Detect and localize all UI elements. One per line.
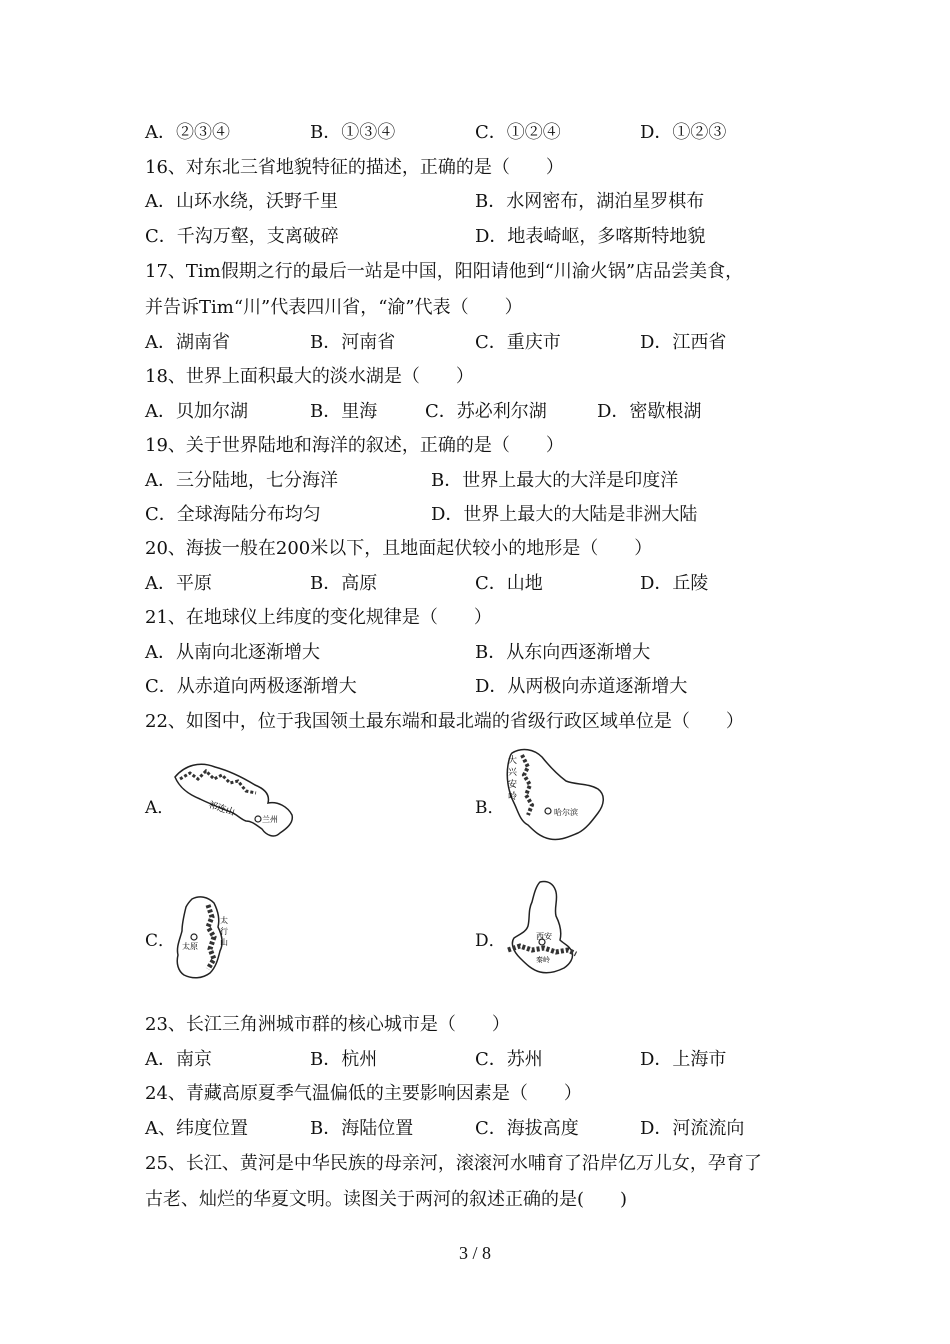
- taiyuan-label: 太原: [182, 942, 198, 951]
- q22-option-d-label: D．: [475, 931, 506, 951]
- q17-option-d: D．江西省: [640, 332, 727, 353]
- q19-option-b: B．世界上最大的大洋是印度洋: [431, 470, 679, 491]
- q15-option-b: B．①③④: [310, 122, 396, 143]
- q19-stem: 19、关于世界陆地和海洋的叙述，正确的是（ ）: [145, 435, 564, 456]
- q22-option-c-label: C．: [145, 931, 176, 951]
- taihang-label-3: 山: [220, 938, 228, 947]
- q18-option-c: C．苏必利尔湖: [425, 401, 547, 422]
- harbin-dot: [545, 808, 551, 814]
- q18-stem: 18、世界上面积最大的淡水湖是（ ）: [145, 366, 474, 387]
- q20-option-d: D．丘陵: [640, 573, 709, 594]
- q16-option-d: D．地表崎岖，多喀斯特地貌: [475, 226, 706, 247]
- lanzhou-label: 兰州: [262, 815, 278, 824]
- shanxi-map: [170, 893, 240, 983]
- q15-option-d: D．①②③: [640, 122, 727, 143]
- q16-option-c: C．千沟万壑，支离破碎: [145, 226, 339, 247]
- q25-stem-line2: 古老、灿烂的华夏文明。读图关于两河的叙述正确的是( ): [145, 1189, 628, 1210]
- q20-option-b: B．高原: [310, 573, 378, 594]
- q19-option-d: D．世界上最大的大陆是非洲大陆: [431, 504, 698, 525]
- lanzhou-dot: [255, 816, 261, 822]
- q22-option-b-label: B．: [475, 798, 505, 818]
- q16-stem: 16、对东北三省地貌特征的描述，正确的是（ ）: [145, 157, 564, 178]
- page-number: 3 / 8: [458, 1243, 491, 1263]
- q20-stem: 20、海拔一般在200米以下，且地面起伏较小的地形是（ ）: [145, 538, 653, 559]
- q22-stem: 22、如图中，位于我国领土最东端和最北端的省级行政区域单位是（ ）: [145, 711, 744, 732]
- q16-option-b: B．水网密布，湖泊星罗棋布: [475, 191, 705, 212]
- xian-label: 西安: [536, 932, 552, 941]
- heilongjiang-map: [500, 745, 610, 850]
- q17-option-b: B．河南省: [310, 332, 396, 353]
- q23-stem: 23、长江三角洲城市群的核心城市是（ ）: [145, 1014, 510, 1035]
- harbin-label: 哈尔滨: [554, 808, 578, 817]
- q21-option-a: A．从南向北逐渐增大: [145, 642, 320, 663]
- q23-option-d: D．上海市: [640, 1049, 727, 1070]
- q22-option-a-label: A．: [145, 798, 175, 818]
- q20-option-c: C．山地: [475, 573, 543, 594]
- qilian-mountain-label: 祁连山: [207, 800, 236, 819]
- gansu-map: [170, 755, 310, 845]
- q24-option-a: A、纬度位置: [145, 1118, 248, 1139]
- q21-option-b: B．从东向西逐渐增大: [475, 642, 651, 663]
- daxinganling-label-2: 兴: [508, 768, 518, 778]
- daxinganling-label-3: 安: [508, 780, 518, 790]
- q18-option-a: A．贝加尔湖: [145, 401, 248, 422]
- q25-stem-line1: 25、长江、黄河是中华民族的母亲河，滚滚河水哺育了沿岸亿万儿女，孕育了: [145, 1153, 762, 1174]
- q15-option-a: A．②③④: [145, 122, 230, 143]
- q17-stem-line1: 17、Tim假期之行的最后一站是中国，阳阳请他到“川渝火锅”店品尝美食，: [145, 261, 744, 282]
- q17-stem-line2: 并告诉Tim“川”代表四川省，“渝”代表（ ）: [145, 297, 523, 318]
- q24-option-b: B．海陆位置: [310, 1118, 414, 1139]
- q21-option-d: D．从两极向赤道逐渐增大: [475, 676, 688, 697]
- taihang-label-2: 行: [220, 927, 228, 936]
- q15-option-c: C．①②④: [475, 122, 561, 143]
- daxinganling-label-1: 大: [508, 756, 518, 766]
- q24-stem: 24、青藏高原夏季气温偏低的主要影响因素是（ ）: [145, 1083, 582, 1104]
- q17-option-a: A．湖南省: [145, 332, 230, 353]
- q19-option-c: C．全球海陆分布均匀: [145, 504, 321, 525]
- q21-stem: 21、在地球仪上纬度的变化规律是（ ）: [145, 607, 492, 628]
- q24-option-c: C．海拔高度: [475, 1118, 579, 1139]
- q17-option-c: C．重庆市: [475, 332, 561, 353]
- q23-option-b: B．杭州: [310, 1049, 378, 1070]
- q20-option-a: A．平原: [145, 573, 212, 594]
- shaanxi-map: [500, 878, 585, 983]
- q23-option-c: C．苏州: [475, 1049, 543, 1070]
- q19-option-a: A．三分陆地，七分海洋: [145, 470, 338, 491]
- qinling-label: 秦岭: [536, 956, 550, 964]
- q16-option-a: A．山环水绕，沃野千里: [145, 191, 338, 212]
- taihang-label-1: 太: [220, 916, 228, 925]
- daxinganling-label-4: 岭: [508, 792, 518, 802]
- q24-option-d: D．河流流向: [640, 1118, 745, 1139]
- q18-option-b: B．里海: [310, 401, 378, 422]
- q18-option-d: D．密歇根湖: [597, 401, 702, 422]
- taiyuan-dot: [191, 934, 197, 940]
- q23-option-a: A．南京: [145, 1049, 212, 1070]
- q21-option-c: C．从赤道向两极逐渐增大: [145, 676, 357, 697]
